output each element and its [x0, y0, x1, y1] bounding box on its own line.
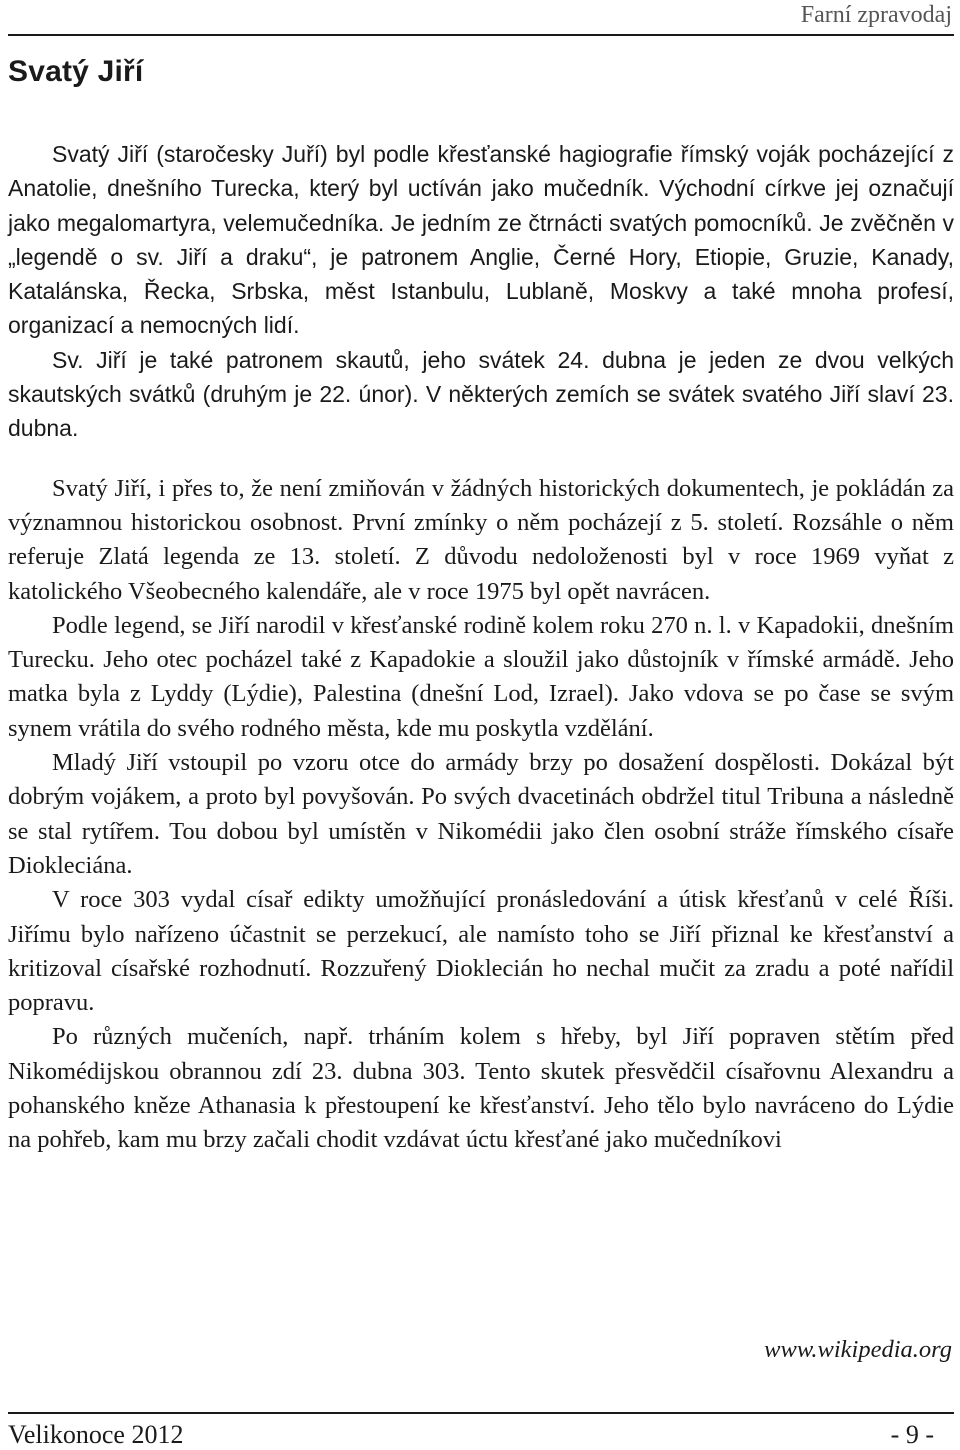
paragraph-birth: Podle legend, se Jiří narodil v křesťanské rodině kolem roku 270 n. l. v Kapadokii, dnešním Turecku. Jeho otec pocházel také z Kapadokie a sloužil jako důstojník v římské armádě. Jeho matka byla z Lyddy (Lýdie), Palestina (dnešní Lod, Izrael). Jako vdova se po čase se svým synem vrátila do svého rodného města, kde mu poskytla vzdělání. [8, 611, 954, 742]
paragraph-scouts: Sv. Jiří je také patronem skautů, jeho svátek 24. dubna je jeden ze dvou velkých skautských svátků (druhým je 22. únor). V některých zemích se svátek svatého Jiří slaví 23. dubna. [8, 346, 954, 442]
paragraph-army: Mladý Jiří vstoupil po vzoru otce do armády brzy po dosažení dospělosti. Dokázal být dobrým vojákem, a proto byl povyšován. Po svých dvacetinách obdržel titul Tribuna a následně se stal rytířem. Tou dobou byl umístěn v Nikomédii jako člen osobní stráže římského císaře Diokleciána. [8, 749, 954, 879]
source-link[interactable]: www.wikipedia.org [764, 1336, 952, 1363]
paragraph-history: Svatý Jiří, i přes to, že není zmiňován v žádných historických dokumentech, je pokládán za významnou historickou osobnost. První zmínky o něm pocházejí z 5. století. Rozsáhle o něm referuje Zlatá legenda ze 13. století. Z důvodu nedoloženosti byl v roce 1969 vyňat z katolického Všeobecného kalendáře, ale v roce 1975 byl opět navrácen. [8, 474, 954, 605]
paragraph-intro: Svatý Jiří (staročesky Juří) byl podle křesťanské hagiografie římský voják pocházející z Anatolie, dnešního Turecka, který byl uctíván jako mučedník. Východní církve jej označují jako megalomartyra, velemučedníka. Je jedním ze čtrnácti svatých pomocníků. Je zvěčněn v „legendě o sv. Jiří a draku“, je patronem Anglie, Černé Hory, Etiopie, Gruzie, Kanady, Katalánska, Řecka, Srbska, měst Istanbulu, Lublaně, Moskvy a také mnoha profesí, organizací a nemocných lidí. [8, 141, 954, 339]
issue-label: Velikonoce 2012 [8, 1420, 184, 1449]
page-header [8, 0, 954, 36]
publication-name: Farní zpravodaj [800, 2, 952, 28]
paragraph-execution: Po různých mučeních, např. trháním kolem s hřeby, byl Jiří popraven stětím před Nikomédijskou obrannou zdí 23. dubna 303. Tento skutek přesvědčil císařovnu Alexandru a pohanského kněze Athanasia k přestoupení ke křesťanství. Jeho tělo bylo navráceno do Lýdie na pohřeb, kam mu brzy začali chodit vzdávat úctu křesťané jako mučedníkovi [8, 1023, 954, 1154]
article-title: Svatý Jiří [8, 55, 144, 88]
article-body [8, 137, 954, 1158]
page-number: - 9 - [890, 1420, 934, 1449]
paragraph-persecution: V roce 303 vydal císař edikty umožňující pronásledování a útisk křesťanů v celé Říši. Jiřímu bylo nařízeno účastnit se perzekucí, ale namísto toho se Jiří přiznal ke křesťanství a kritizoval císařské rozhodnutí. Rozzuřený Dioklecián ho nechal mučit za zradu a poté nařídil popravu. [8, 886, 954, 1017]
page-footer [8, 1412, 954, 1450]
